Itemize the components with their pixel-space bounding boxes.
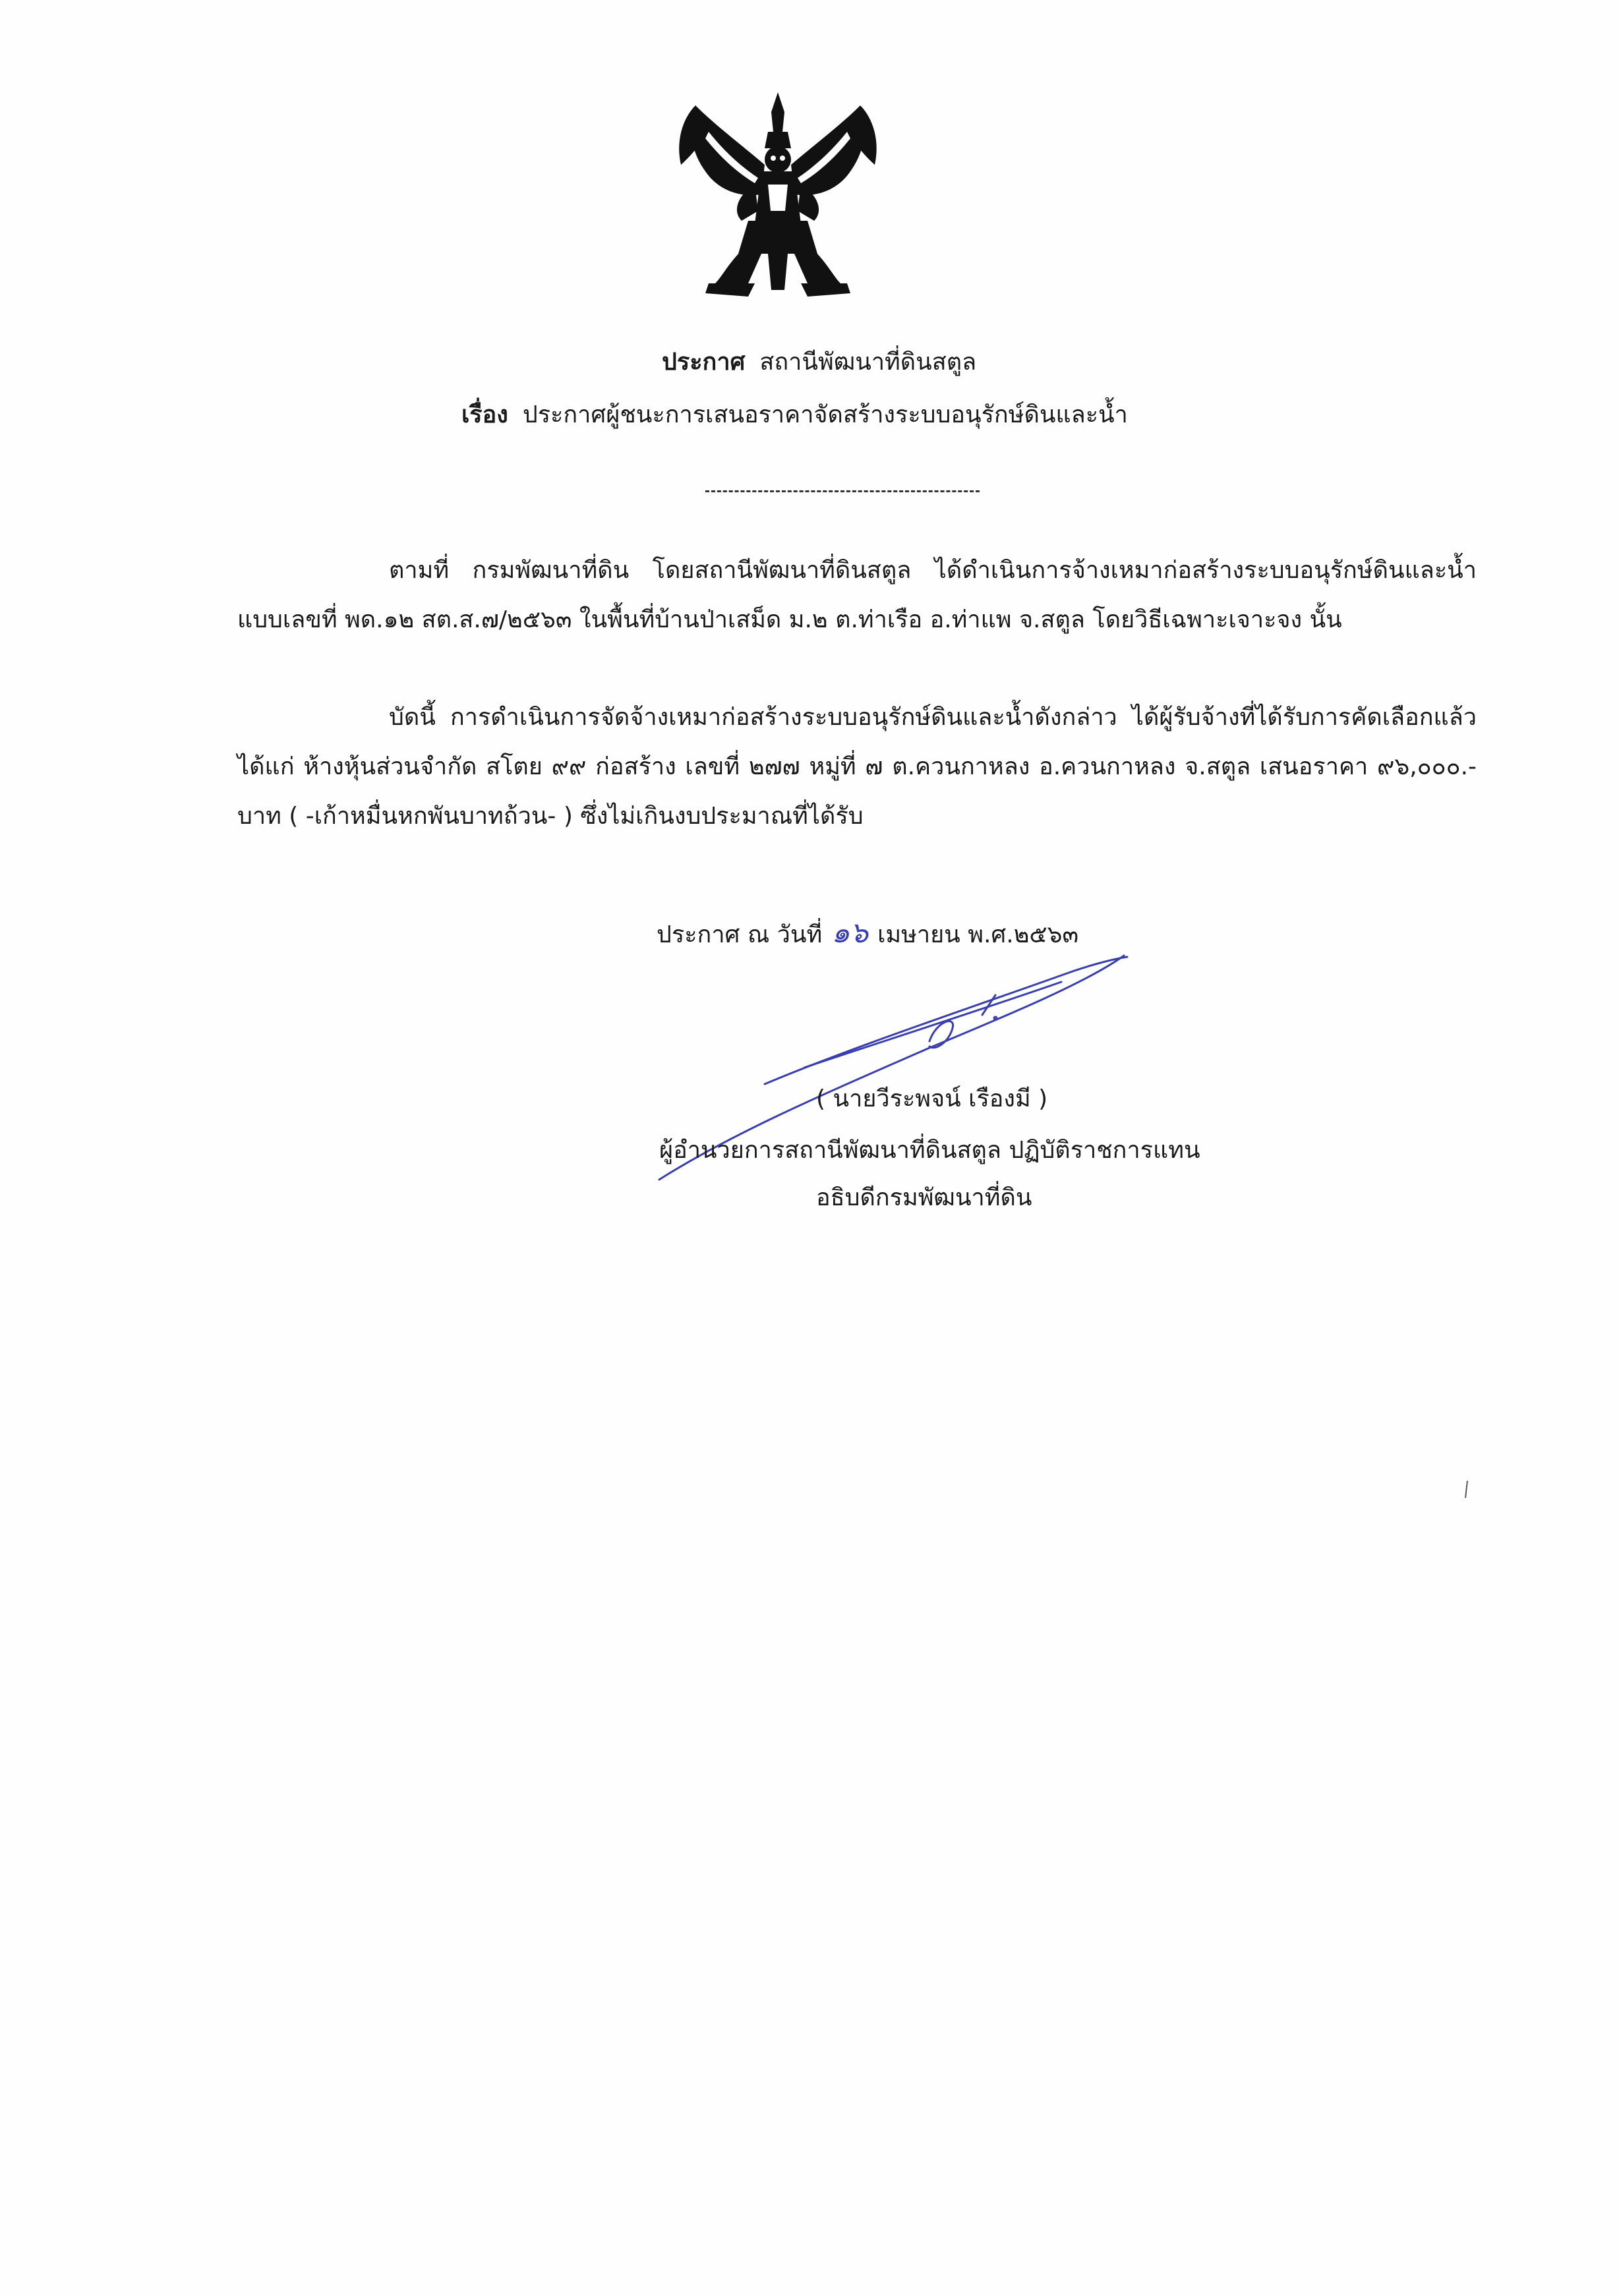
date-prefix: ประกาศ ณ วันที่ [657, 921, 823, 948]
agency-name: สถานีพัฒนาที่ดินสตูล [759, 349, 977, 376]
subject-heading [461, 395, 1128, 433]
signer-name: ( นายวีระพจน์ เรืองมี ) [816, 1085, 1048, 1112]
signer-authority: อธิบดีกรมพัฒนาที่ดิน [816, 1184, 1032, 1211]
announcement-heading [662, 343, 976, 380]
signer-position: ผู้อำนวยการสถานีพัฒนาที่ดินสตูล ปฏิบัติราชการแทน [659, 1137, 1200, 1164]
stray-mark-icon [1463, 1479, 1470, 1499]
date-month-year: เมษายน พ.ศ.๒๕๖๓ [877, 921, 1079, 948]
subject-text: ประกาศผู้ชนะการเสนอราคาจัดสร้างระบบอนุรักษ์ดินและน้ำ [522, 401, 1128, 428]
body-paragraph-1: ตามที่ กรมพัฒนาที่ดิน โดยสถานีพัฒนาที่ดินสตูล ได้ดำเนินการจ้างเหมาก่อสร้างระบบอนุรักษ์ดินและน้ำ แบบเลขที่ พด.๑๒ สต.ส.๗/๒๕๖๓ ในพื้นที่บ้านป่าเสม็ด ม.๒ ต.ท่าเรือ อ.ท่าแพ จ.สตูล โดยวิธีเฉพาะเจาะจง นั้น [237, 557, 1477, 633]
announce-label: ประกาศ [662, 349, 746, 376]
handwritten-day: ๑๖ [831, 916, 869, 950]
body-paragraph-2: บัดนี้ การดำเนินการจัดจ้างเหมาก่อสร้างระบบอนุรักษ์ดินและน้ำดังกล่าว ได้ผู้รับจ้างที่ได้รับการคัดเลือกแล้ว ได้แก่ ห้างหุ้นส่วนจำกัด สโตย ๙๙ ก่อสร้าง เลขที่ ๒๗๗ หมู่ที่ ๗ ต.ควนกาหลง อ.ควนกาหลง จ.สตูล เสนอราคา ๙๖,๐๐๐.-บาท ( -เก้าหมื่นหกพันบาทถ้วน- ) ซึ่งไม่เกินงบประมาณที่ได้รับ [237, 704, 1477, 830]
garuda-emblem-icon [669, 86, 887, 303]
subject-label: เรื่อง [461, 401, 508, 428]
divider [705, 490, 980, 492]
